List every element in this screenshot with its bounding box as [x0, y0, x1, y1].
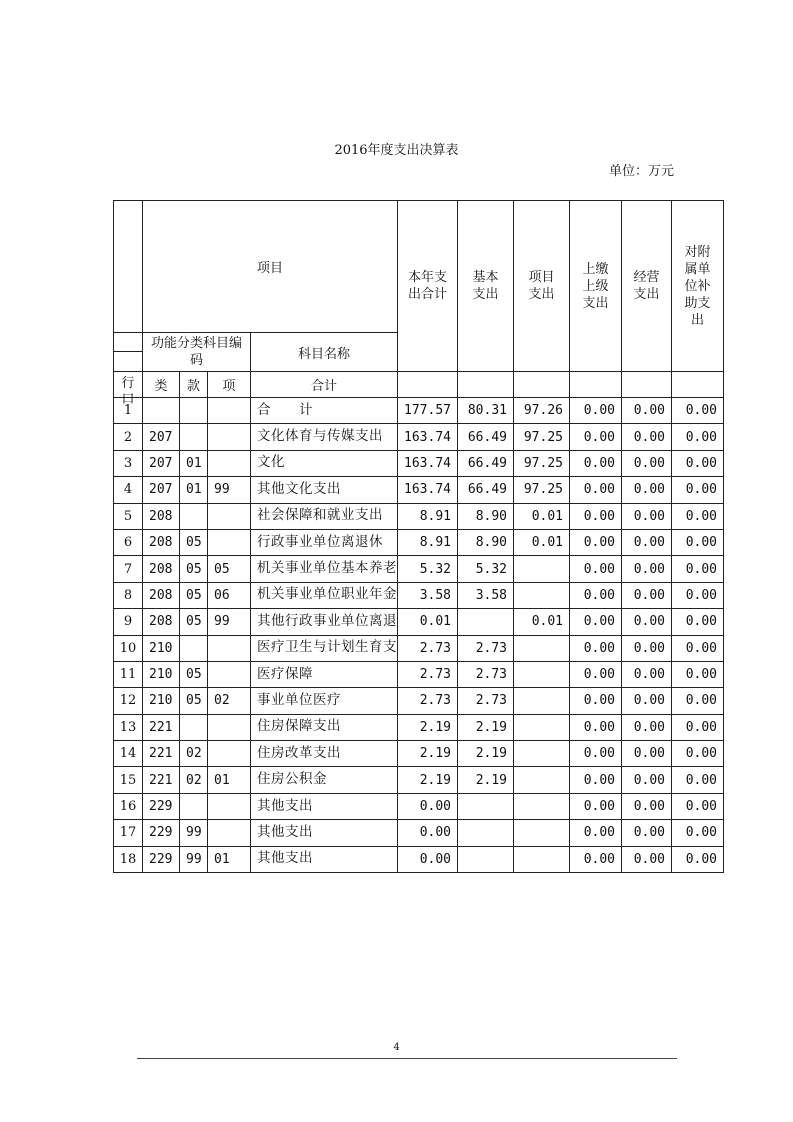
- kuan-cell: [180, 714, 208, 740]
- operate-exp-cell: 0.00: [622, 661, 672, 687]
- subject-name-cell: [251, 477, 398, 503]
- subsidy-exp-cell: 0.00: [672, 820, 724, 846]
- empty-header-cell: [672, 372, 724, 398]
- upper-exp-cell: 0.00: [570, 846, 622, 872]
- empty-header-cell: [398, 372, 458, 398]
- upper-exp-cell: 0.00: [570, 609, 622, 635]
- table-row: [114, 661, 724, 687]
- table-row: [114, 820, 724, 846]
- operate-exp-cell: 0.00: [622, 450, 672, 476]
- table-row: [114, 424, 724, 450]
- subject-name-cell: [251, 398, 398, 424]
- table-row: [114, 635, 724, 661]
- project-exp-cell: [514, 556, 570, 582]
- subject-name-text: 机关事业单位基本养老: [257, 560, 397, 577]
- subsidy-exp-cell: 0.00: [672, 398, 724, 424]
- total-exp-cell: 2.19: [398, 714, 458, 740]
- project-exp-cell: [514, 635, 570, 661]
- expenditure-table: [113, 200, 724, 873]
- upper-exp-cell: 0.00: [570, 820, 622, 846]
- kuan-cell: 99: [180, 846, 208, 872]
- xiang-cell: [208, 450, 251, 476]
- total-exp-cell: 0.00: [398, 793, 458, 819]
- table-row: [114, 503, 724, 529]
- row-number-cell: 7: [114, 556, 143, 582]
- project-exp-cell: [514, 714, 570, 740]
- subsidy-exp-cell: 0.00: [672, 556, 724, 582]
- total-exp-cell: 2.73: [398, 688, 458, 714]
- row-number-cell: 5: [114, 503, 143, 529]
- kuan-cell: [180, 503, 208, 529]
- subject-name-cell: [251, 556, 398, 582]
- operate-exp-cell: 0.00: [622, 793, 672, 819]
- subject-name-cell: [251, 820, 398, 846]
- xiang-cell: [208, 661, 251, 687]
- subject-name-cell: [251, 714, 398, 740]
- table-row: [114, 556, 724, 582]
- upper-exp-cell: 0.00: [570, 582, 622, 608]
- kuan-cell: 99: [180, 820, 208, 846]
- operate-exp-cell: 0.00: [622, 582, 672, 608]
- basic-exp-cell: [458, 793, 514, 819]
- upper-exp-cell: 0.00: [570, 741, 622, 767]
- basic-exp-cell: [458, 609, 514, 635]
- xiang-cell: 06: [208, 582, 251, 608]
- kuan-cell: 05: [180, 688, 208, 714]
- project-exp-cell: 0.01: [514, 503, 570, 529]
- project-exp-cell: [514, 661, 570, 687]
- upper-exp-cell: 0.00: [570, 477, 622, 503]
- subject-name-cell: [251, 582, 398, 608]
- upper-exp-cell: 0.00: [570, 556, 622, 582]
- xiang-cell: 02: [208, 688, 251, 714]
- project-exp-cell: [514, 582, 570, 608]
- table-row: [114, 450, 724, 476]
- total-label-header: 合计: [251, 372, 398, 398]
- kuan-cell: 01: [180, 477, 208, 503]
- project-exp-cell: [514, 767, 570, 793]
- row-number-cell: 6: [114, 529, 143, 555]
- kuan-cell: 02: [180, 767, 208, 793]
- kuan-cell: 05: [180, 609, 208, 635]
- basic-exp-cell: 8.90: [458, 503, 514, 529]
- total-exp-cell: 8.91: [398, 503, 458, 529]
- operate-exp-header: 经营支出: [622, 201, 672, 372]
- total-exp-cell: 2.19: [398, 767, 458, 793]
- table-row: [114, 688, 724, 714]
- subsidy-exp-cell: 0.00: [672, 714, 724, 740]
- upper-exp-cell: 0.00: [570, 503, 622, 529]
- lei-cell: 210: [143, 635, 180, 661]
- project-exp-cell: [514, 688, 570, 714]
- row-number-cell: 8: [114, 582, 143, 608]
- lei-cell: 229: [143, 846, 180, 872]
- xiang-cell: [208, 529, 251, 555]
- project-exp-cell: [514, 793, 570, 819]
- row-header-blank: [114, 201, 143, 372]
- basic-exp-cell: [458, 820, 514, 846]
- subject-name-text: 其他行政事业单位离退: [257, 612, 397, 629]
- subject-name-cell: [251, 503, 398, 529]
- lei-cell: 208: [143, 529, 180, 555]
- total-exp-cell: 163.74: [398, 450, 458, 476]
- row-number-cell: 17: [114, 820, 143, 846]
- xiang-cell: [208, 714, 251, 740]
- upper-exp-cell: 0.00: [570, 529, 622, 555]
- subject-name-text: 医疗保障: [257, 665, 313, 682]
- table-row: [114, 529, 724, 555]
- lei-cell: 221: [143, 714, 180, 740]
- basic-exp-cell: 66.49: [458, 477, 514, 503]
- kuan-header: 款: [180, 372, 208, 398]
- operate-exp-cell: 0.00: [622, 556, 672, 582]
- subsidy-exp-cell: 0.00: [672, 688, 724, 714]
- upper-exp-header: 上缴上级支出: [570, 201, 622, 372]
- total-exp-cell: 177.57: [398, 398, 458, 424]
- upper-exp-cell: 0.00: [570, 635, 622, 661]
- kuan-cell: 01: [180, 450, 208, 476]
- basic-exp-cell: 2.73: [458, 688, 514, 714]
- xiang-cell: [208, 424, 251, 450]
- subject-name-cell: [251, 450, 398, 476]
- kuan-cell: [180, 398, 208, 424]
- subsidy-exp-cell: 0.00: [672, 450, 724, 476]
- operate-exp-cell: 0.00: [622, 714, 672, 740]
- xiang-cell: 01: [208, 846, 251, 872]
- xiang-cell: 99: [208, 477, 251, 503]
- upper-exp-cell: 0.00: [570, 424, 622, 450]
- total-exp-cell: 3.58: [398, 582, 458, 608]
- xiang-cell: [208, 635, 251, 661]
- total-exp-cell: 2.73: [398, 661, 458, 687]
- row-number-cell: 14: [114, 741, 143, 767]
- subject-name-text: 住房保障支出: [257, 718, 341, 735]
- subject-name-cell: [251, 609, 398, 635]
- operate-exp-cell: 0.00: [622, 846, 672, 872]
- lei-cell: 210: [143, 688, 180, 714]
- table-row: [114, 477, 724, 503]
- basic-exp-cell: 3.58: [458, 582, 514, 608]
- xiang-cell: [208, 398, 251, 424]
- subject-name-cell: [251, 793, 398, 819]
- row-number-cell: 2: [114, 424, 143, 450]
- table-row: [114, 767, 724, 793]
- row-number-cell: 18: [114, 846, 143, 872]
- operate-exp-cell: 0.00: [622, 635, 672, 661]
- subsidy-exp-cell: 0.00: [672, 424, 724, 450]
- xiang-cell: [208, 820, 251, 846]
- project-header: 项目: [143, 201, 398, 333]
- subject-name-text: 文化: [257, 454, 285, 471]
- kuan-cell: [180, 635, 208, 661]
- lei-cell: 208: [143, 609, 180, 635]
- lei-cell: 229: [143, 820, 180, 846]
- lei-cell: 208: [143, 503, 180, 529]
- row-number-cell: 4: [114, 477, 143, 503]
- basic-exp-cell: 66.49: [458, 424, 514, 450]
- xiang-cell: [208, 741, 251, 767]
- row-no-header: 行口: [114, 372, 143, 398]
- subject-name-text: 其他支出: [257, 850, 313, 867]
- xiang-cell: 99: [208, 609, 251, 635]
- upper-exp-cell: 0.00: [570, 398, 622, 424]
- total-exp-cell: 0.00: [398, 820, 458, 846]
- kuan-cell: [180, 793, 208, 819]
- subject-name-cell: [251, 424, 398, 450]
- row-number-cell: 12: [114, 688, 143, 714]
- table-row: [114, 846, 724, 872]
- basic-exp-cell: 8.90: [458, 529, 514, 555]
- page-number: 4: [393, 1042, 400, 1053]
- subject-name-text: 住房公积金: [257, 771, 327, 788]
- total-exp-cell: 8.91: [398, 529, 458, 555]
- lei-cell: [143, 398, 180, 424]
- basic-exp-cell: 2.19: [458, 741, 514, 767]
- total-exp-cell: 2.19: [398, 741, 458, 767]
- table-row: [114, 398, 724, 424]
- empty-header-cell: [514, 372, 570, 398]
- total-exp-cell: 2.73: [398, 635, 458, 661]
- upper-exp-cell: 0.00: [570, 688, 622, 714]
- subsidy-exp-cell: 0.00: [672, 661, 724, 687]
- total-exp-cell: 163.74: [398, 424, 458, 450]
- table-row: [114, 609, 724, 635]
- subject-name-cell: [251, 688, 398, 714]
- lei-cell: 207: [143, 477, 180, 503]
- project-exp-cell: 97.26: [514, 398, 570, 424]
- basic-exp-cell: 2.73: [458, 661, 514, 687]
- subject-name-text: 合 计: [257, 401, 313, 418]
- project-exp-cell: 97.25: [514, 424, 570, 450]
- kuan-cell: [180, 424, 208, 450]
- kuan-cell: 05: [180, 556, 208, 582]
- subject-name-cell: [251, 741, 398, 767]
- project-exp-cell: [514, 741, 570, 767]
- basic-exp-cell: 66.49: [458, 450, 514, 476]
- subsidy-exp-cell: 0.00: [672, 582, 724, 608]
- xiang-header: 项: [208, 372, 251, 398]
- table-row: [114, 793, 724, 819]
- subsidy-exp-cell: 0.00: [672, 741, 724, 767]
- total-exp-cell: 0.01: [398, 609, 458, 635]
- subject-name-cell: [251, 767, 398, 793]
- lei-cell: 207: [143, 450, 180, 476]
- table-row: [114, 714, 724, 740]
- xiang-cell: [208, 503, 251, 529]
- subsidy-exp-header: 对附属单位补助支出: [672, 201, 724, 372]
- subject-name-text: 事业单位医疗: [257, 691, 341, 708]
- subject-name-text: 机关事业单位职业年金: [257, 586, 397, 603]
- project-exp-cell: 0.01: [514, 609, 570, 635]
- empty-header-cell: [458, 372, 514, 398]
- subject-name-text: 医疗卫生与计划生育支: [257, 639, 397, 656]
- unit-label: 单位：万元: [608, 164, 674, 179]
- subsidy-exp-cell: 0.00: [672, 767, 724, 793]
- subsidy-exp-cell: 0.00: [672, 477, 724, 503]
- operate-exp-cell: 0.00: [622, 477, 672, 503]
- upper-exp-cell: 0.00: [570, 661, 622, 687]
- basic-exp-cell: [458, 846, 514, 872]
- upper-exp-cell: 0.00: [570, 793, 622, 819]
- project-exp-cell: 0.01: [514, 529, 570, 555]
- subject-name-text: 住房改革支出: [257, 744, 341, 761]
- total-exp-header: 本年支出合计: [398, 201, 458, 372]
- subsidy-exp-cell: 0.00: [672, 793, 724, 819]
- xiang-cell: 01: [208, 767, 251, 793]
- subject-name-text: 其他文化支出: [257, 480, 341, 497]
- lei-cell: 208: [143, 582, 180, 608]
- kuan-cell: 05: [180, 582, 208, 608]
- subject-name-text: 社会保障和就业支出: [257, 507, 383, 524]
- row-number-cell: 15: [114, 767, 143, 793]
- project-exp-cell: [514, 846, 570, 872]
- row-number-cell: 10: [114, 635, 143, 661]
- operate-exp-cell: 0.00: [622, 820, 672, 846]
- row-number-cell: 13: [114, 714, 143, 740]
- lei-header: 类: [143, 372, 180, 398]
- kuan-cell: 05: [180, 529, 208, 555]
- basic-exp-header: 基本支出: [458, 201, 514, 372]
- upper-exp-cell: 0.00: [570, 450, 622, 476]
- row-number-cell: 11: [114, 661, 143, 687]
- kuan-cell: 02: [180, 741, 208, 767]
- operate-exp-cell: 0.00: [622, 767, 672, 793]
- lei-cell: 229: [143, 793, 180, 819]
- subject-name-cell: [251, 529, 398, 555]
- kuan-cell: 05: [180, 661, 208, 687]
- total-exp-cell: 5.32: [398, 556, 458, 582]
- operate-exp-cell: 0.00: [622, 529, 672, 555]
- lei-cell: 221: [143, 767, 180, 793]
- upper-exp-cell: 0.00: [570, 767, 622, 793]
- subject-name-text: 行政事业单位离退休: [257, 533, 383, 550]
- xiang-cell: [208, 793, 251, 819]
- upper-exp-cell: 0.00: [570, 714, 622, 740]
- subject-name-text: 其他支出: [257, 797, 313, 814]
- empty-header-cell: [570, 372, 622, 398]
- row-number-cell: 16: [114, 793, 143, 819]
- subject-name-header: 科目名称: [251, 333, 398, 372]
- footer-rule: [137, 1058, 677, 1059]
- project-exp-cell: 97.25: [514, 477, 570, 503]
- project-exp-cell: [514, 820, 570, 846]
- project-exp-header: 项目支出: [514, 201, 570, 372]
- operate-exp-cell: 0.00: [622, 741, 672, 767]
- lei-cell: 221: [143, 741, 180, 767]
- table-row: [114, 741, 724, 767]
- total-exp-cell: 0.00: [398, 846, 458, 872]
- operate-exp-cell: 0.00: [622, 609, 672, 635]
- operate-exp-cell: 0.00: [622, 424, 672, 450]
- empty-header-cell: [622, 372, 672, 398]
- subsidy-exp-cell: 0.00: [672, 529, 724, 555]
- subject-name-cell: [251, 846, 398, 872]
- operate-exp-cell: 0.00: [622, 398, 672, 424]
- table-title: 2016年度支出决算表: [334, 143, 459, 158]
- subsidy-exp-cell: 0.00: [672, 635, 724, 661]
- lei-cell: 210: [143, 661, 180, 687]
- table-row: [114, 582, 724, 608]
- row-number-cell: 3: [114, 450, 143, 476]
- function-code-header: 功能分类科目编码: [143, 333, 251, 372]
- subsidy-exp-cell: 0.00: [672, 609, 724, 635]
- row-number-cell: 1: [114, 398, 143, 424]
- row-number-cell: 9: [114, 609, 143, 635]
- project-exp-cell: 97.25: [514, 450, 570, 476]
- basic-exp-cell: 80.31: [458, 398, 514, 424]
- xiang-cell: 05: [208, 556, 251, 582]
- subject-name-cell: [251, 635, 398, 661]
- operate-exp-cell: 0.00: [622, 688, 672, 714]
- subsidy-exp-cell: 0.00: [672, 503, 724, 529]
- lei-cell: 207: [143, 424, 180, 450]
- operate-exp-cell: 0.00: [622, 503, 672, 529]
- subject-name-cell: [251, 661, 398, 687]
- subject-name-text: 其他支出: [257, 823, 313, 840]
- basic-exp-cell: 2.19: [458, 767, 514, 793]
- basic-exp-cell: 2.73: [458, 635, 514, 661]
- subsidy-exp-cell: 0.00: [672, 846, 724, 872]
- basic-exp-cell: 5.32: [458, 556, 514, 582]
- lei-cell: 208: [143, 556, 180, 582]
- basic-exp-cell: 2.19: [458, 714, 514, 740]
- subject-name-text: 文化体育与传媒支出: [257, 428, 383, 445]
- total-exp-cell: 163.74: [398, 477, 458, 503]
